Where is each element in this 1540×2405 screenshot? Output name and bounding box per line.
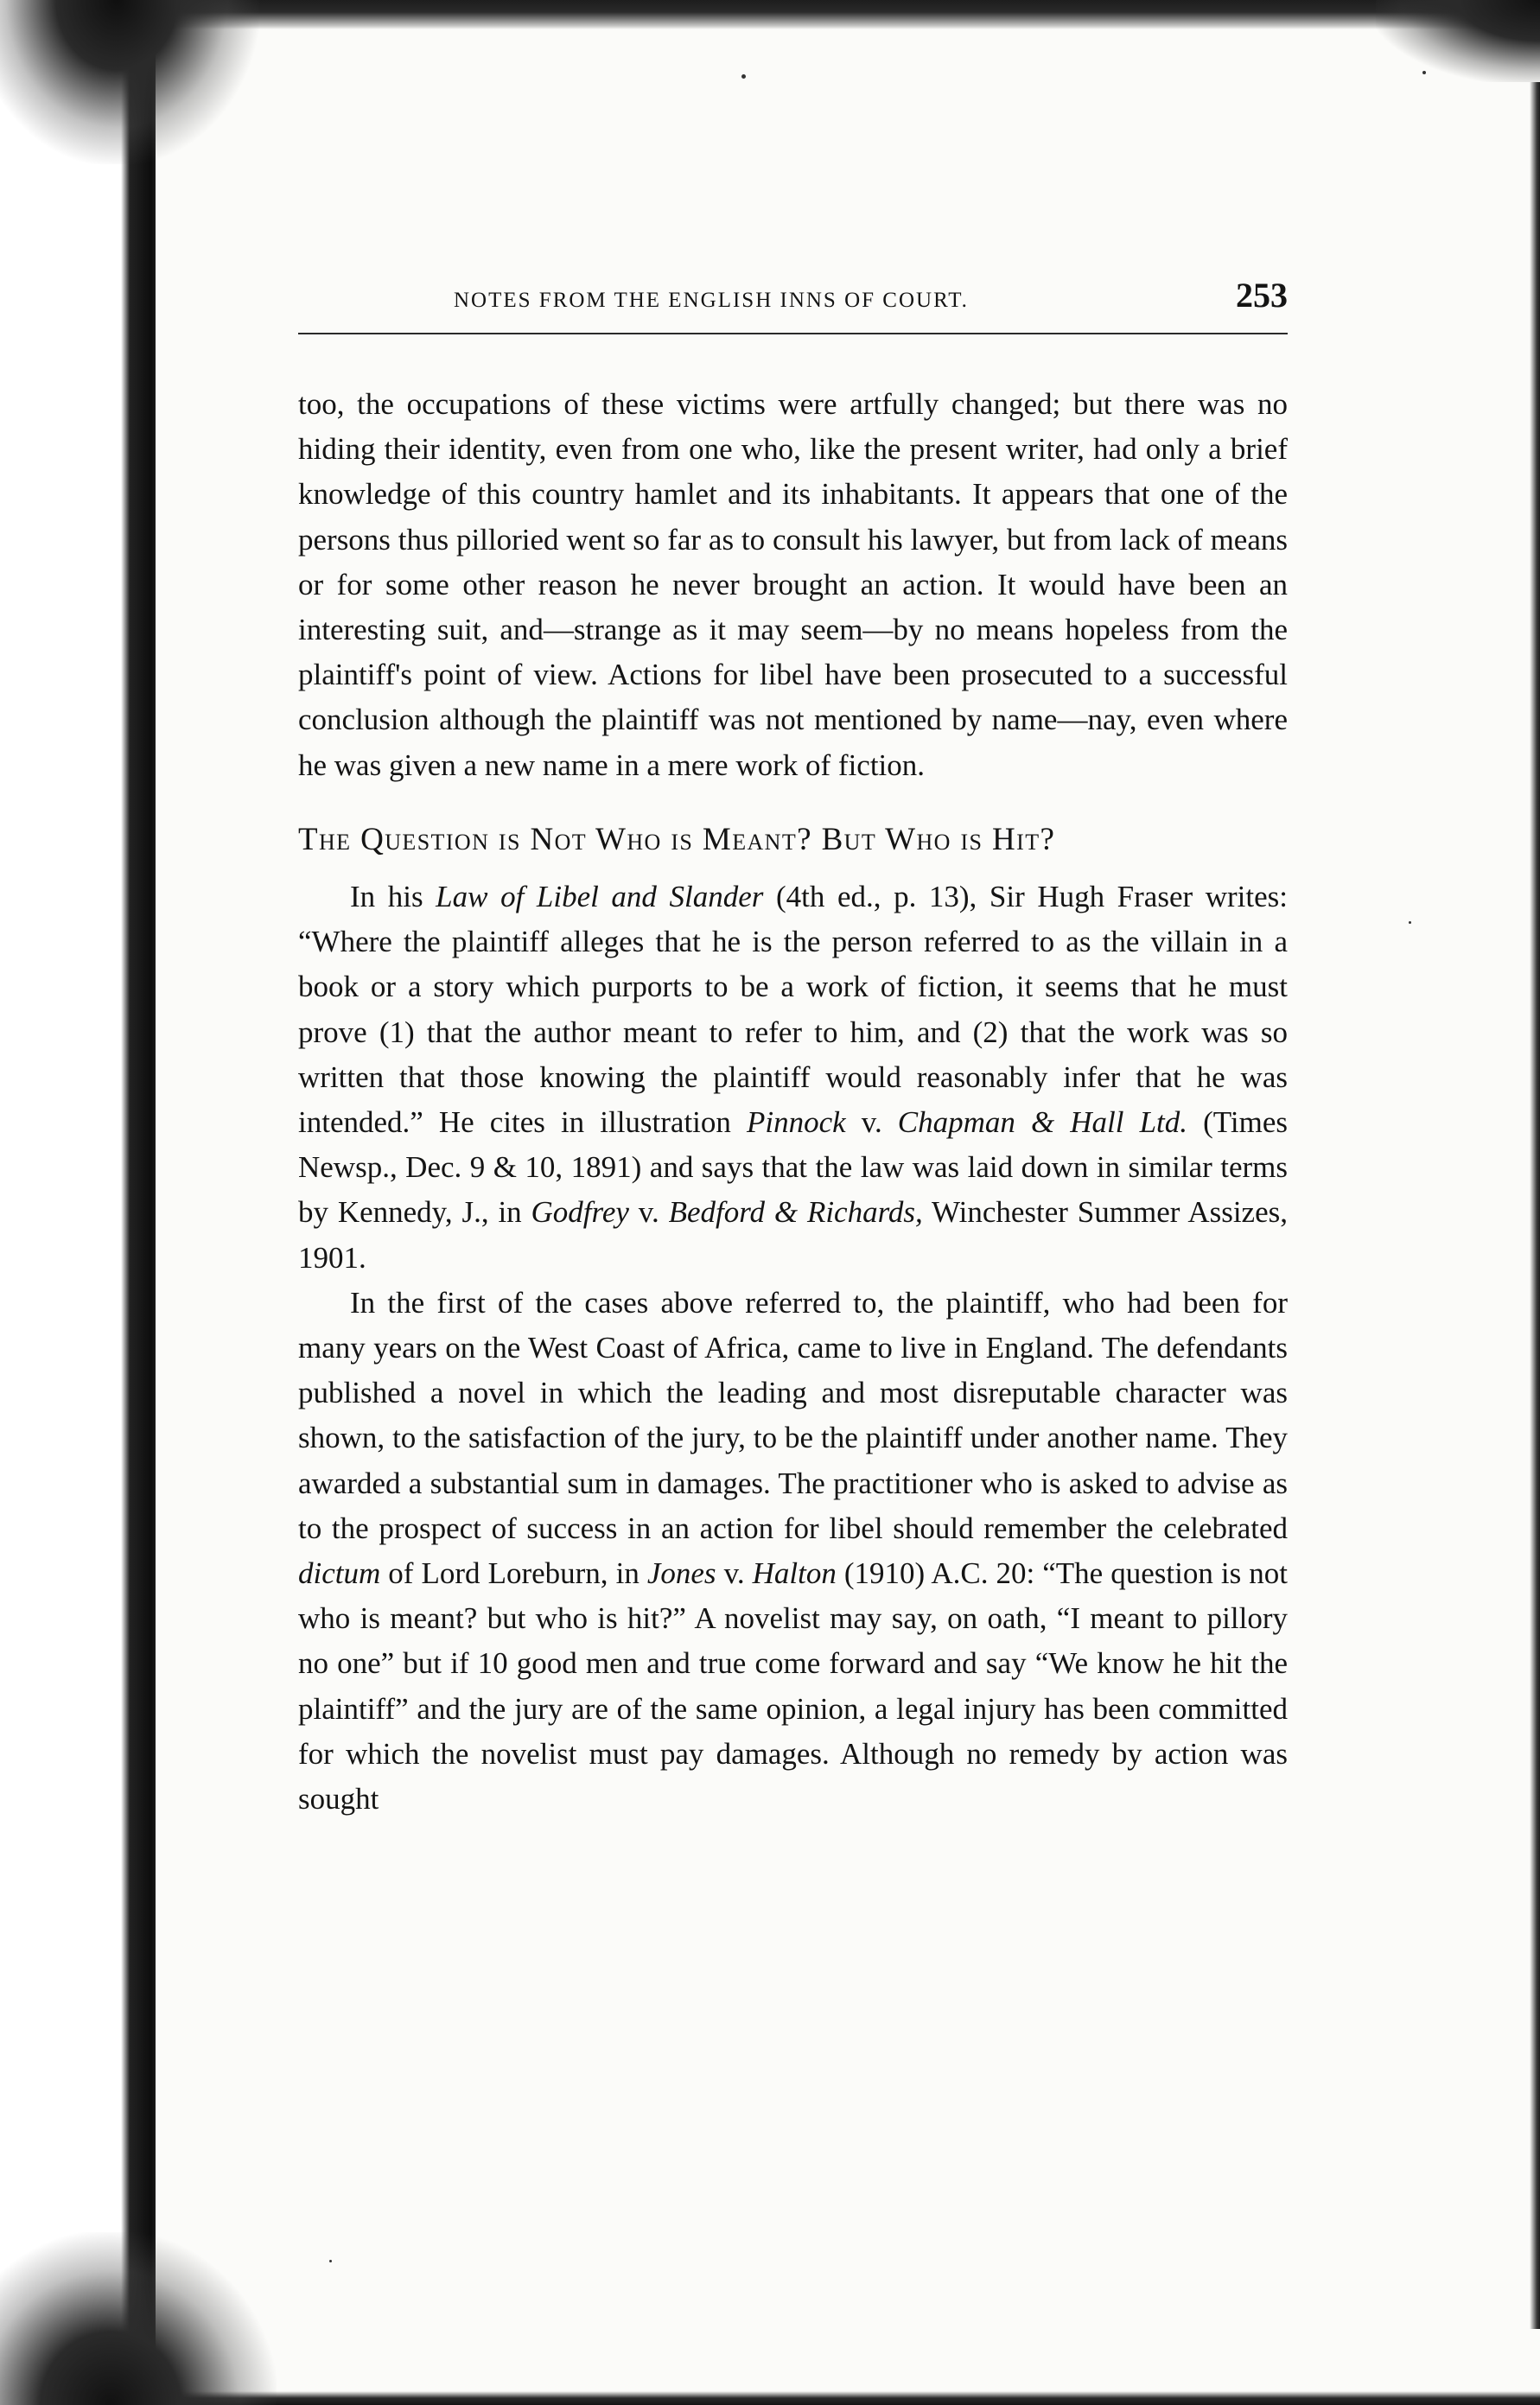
case-party: Chapman & Hall Ltd. — [897, 1105, 1188, 1140]
scan-corner-bottom-left — [0, 2232, 277, 2405]
paragraph — [298, 1281, 1288, 1822]
scan-speck — [329, 2260, 332, 2262]
case-party: Pinnock — [746, 1105, 846, 1140]
scan-corner-top-left — [0, 0, 259, 164]
scan-edge-right — [1530, 82, 1540, 2329]
scan-edge-top — [156, 0, 1540, 29]
text-run: In his — [350, 880, 436, 914]
text-run: (Times Newsp., Dec. 9 & 10, 1891) and says that the law was laid down in similar terms by Kennedy, J., in — [298, 1105, 1288, 1230]
case-party: Bedford & Richards, — [668, 1195, 923, 1230]
text-run: v. — [628, 1195, 669, 1230]
paragraph — [298, 875, 1288, 1281]
paragraph: too, the occupations of these victims were artfully changed; but there was no hiding their identity, even from one who, like the present writer, had only a brief knowledge of this country hamlet and its inhabitants. It appears that one of the persons thus pilloried went so far as to consult his lawyer, but from lack of means or for some other reason he never brought an action. It would have been an interesting suit, and—strange as it may seem—by no means hopeless from the plaintiff's point of view. Actions for libel have been prosecuted to a successful conclusion although the plaintiff was not mentioned by name—nay, even where he was given a new name in a mere work of fiction. — [298, 387, 1288, 782]
book-title: Law of Libel and Slander — [436, 880, 764, 914]
running-title: NOTES FROM THE ENGLISH INNS OF COURT. — [454, 289, 969, 312]
scan-speck — [1409, 921, 1411, 924]
case-party: Godfrey — [531, 1195, 629, 1230]
text-run: In the first of the cases above referred to, the plaintiff, who had been for many years on the West Coast of Africa, came to live in England. The defendants published a novel in which the leading and most disreputable character was shown, to the satisfaction of the jury, to be the plaintiff under another name. They awarded a substantial sum in damages. The practitioner who is asked to advise as to the prospect of success in an action for libel should remember the celebrated — [298, 1285, 1288, 1545]
running-head — [298, 275, 1288, 327]
text-run: of Lord Loreburn, in — [380, 1556, 647, 1591]
body-text — [298, 382, 1288, 1822]
scan-speck — [1422, 71, 1426, 74]
scan-corner-top-right — [1376, 0, 1540, 82]
text-run: v. — [845, 1105, 898, 1140]
section-heading: The Question is Not Who is Meant? But Who is Hit? — [298, 821, 1056, 857]
page-number: 253 — [1236, 276, 1288, 315]
header-rule — [298, 333, 1288, 334]
case-party: Jones — [646, 1556, 716, 1591]
latin-term: dictum — [298, 1556, 381, 1591]
text-run: (4th ed., p. 13), Sir Hugh Fraser writes: “Where the plaintiff alleges that he is the person referred to as the villain in a book or a story which purports to be a work of fiction, it seems that he must prove (1) that the author meant to refer to him, and (2) that the work was so written that those knowing the plaintiff would reasonably infer that he was intended.” He cites in illustration — [298, 880, 1288, 1140]
text-run: Winchester Summer Assizes, 1901. — [298, 1195, 1288, 1275]
scan-edge-bottom — [156, 2391, 1540, 2405]
case-party: Halton — [752, 1556, 837, 1591]
text-run: (1910) A.C. 20: “The question is not who is meant? but who is hit?” A novelist may say, on oath, “I meant to pillory no one” but if 10 good men and true come forward and say “We know he hit the plaintiff” and the jury are of the same opinion, a legal injury has been committed for which the novelist must pay damages. Although no remedy by action was sought — [298, 1556, 1288, 1816]
scan-speck — [741, 74, 746, 79]
scan-edge-left — [0, 0, 156, 2405]
text-run: v. — [716, 1556, 753, 1591]
